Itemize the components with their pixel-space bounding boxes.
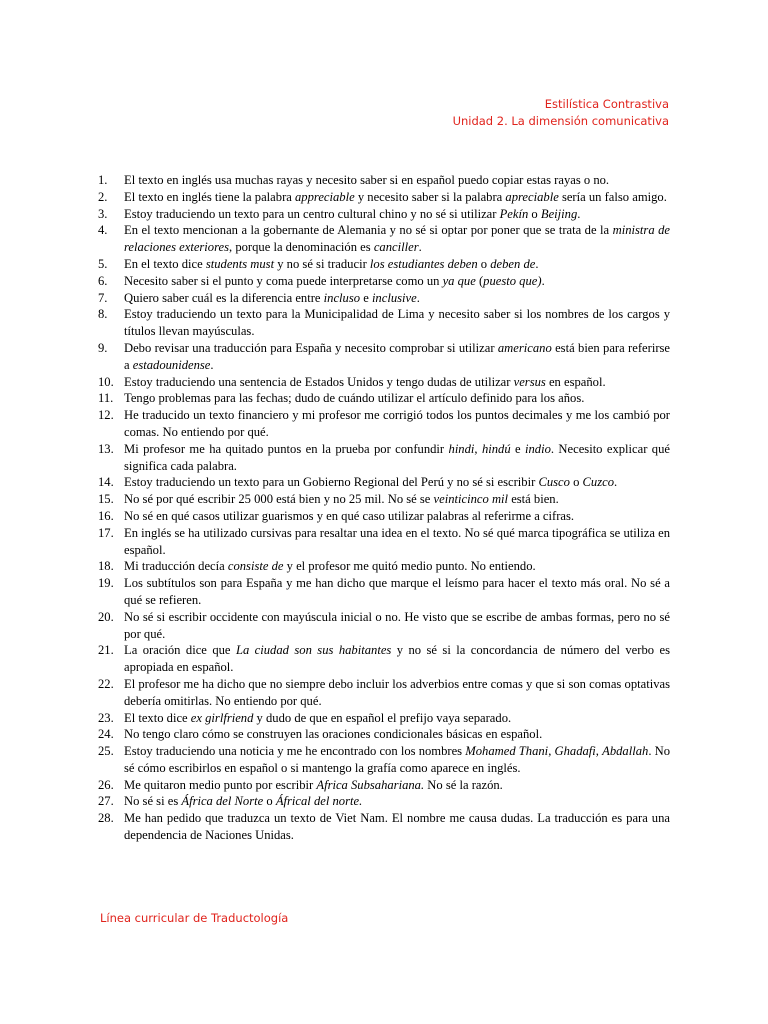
course-title: Estilística Contrastiva (544, 97, 669, 111)
item-text: . (541, 273, 545, 288)
item-text: En el texto dice (124, 256, 206, 271)
page-header (453, 96, 669, 130)
item-number: 14. (98, 475, 114, 490)
italic-term: indio (525, 441, 551, 456)
italic-term: incluso (323, 290, 361, 305)
item-text: y no sé si traducir (274, 256, 370, 271)
item-text: No sé por qué escribir 25 000 está bien y no 25 mil. No sé se (124, 492, 434, 507)
item-text: En el texto mencionan a la gobernante de Alemania y no sé si optar por poner que se trata de la (124, 223, 613, 238)
italic-term: ministra de relaciones exteriores (124, 223, 670, 255)
item-text: e (360, 290, 372, 305)
list-item (98, 172, 670, 189)
item-text: . (416, 290, 420, 305)
item-number: 12. (98, 408, 114, 423)
page-footer: Línea curricular de Traductología (100, 911, 289, 925)
item-text: . (535, 256, 539, 271)
item-text: Debo revisar una traducción para España y necesito comprobar si utilizar (124, 340, 498, 355)
italic-term: consiste de (227, 559, 284, 574)
italic-term: deben de (490, 256, 536, 271)
list-item (98, 474, 670, 491)
item-text: e (510, 441, 525, 456)
italic-term: estadounidense (132, 357, 211, 372)
item-number: 22. (98, 676, 114, 691)
item-text: Quiero saber cuál es la diferencia entre (124, 290, 324, 305)
item-text: y necesito saber si la palabra (354, 189, 506, 204)
item-text: Estoy traduciendo un texto para un Gobierno Regional del Perú y no sé si escribir (124, 475, 539, 490)
item-number: 17. (98, 525, 114, 540)
item-text: , (595, 744, 603, 759)
list-item (98, 306, 670, 340)
list-item (98, 273, 670, 290)
italic-term: ex girlfriend (190, 710, 254, 725)
item-number: 16. (98, 508, 114, 523)
list-item (98, 222, 670, 256)
item-number: 28. (98, 811, 114, 826)
item-number: 2. (98, 189, 108, 204)
italic-term: Pekín (499, 206, 529, 221)
italic-term: África del Norte (181, 794, 264, 809)
item-text: o (569, 475, 583, 490)
item-text: No sé si escribir occidente con mayúscula inicial o no. He visto que se escribe de ambas formas, pero no sé por qué. (124, 609, 670, 641)
list-item (98, 390, 670, 407)
list-item (98, 777, 670, 794)
item-number: 3. (98, 206, 108, 221)
item-text: Tengo problemas para las fechas; dudo de cuándo utilizar el artículo definido para los años. (124, 391, 585, 406)
italic-term: veinticinco mil (433, 492, 509, 507)
item-text: . (210, 357, 214, 372)
item-number: 20. (98, 609, 114, 624)
item-text: El profesor me ha dicho que no siempre debo incluir los adverbios entre comas y que si son comas optativas debería omitirlas. No entiendo por qué. (124, 676, 670, 708)
item-number: 21. (98, 643, 114, 658)
item-number: 10. (98, 374, 114, 389)
item-number: 1. (98, 173, 108, 187)
italic-term: Cuzco (582, 475, 615, 490)
item-text: está bien para referirse a (124, 340, 670, 372)
item-text: . Necesito explicar qué significa cada palabra. (124, 441, 670, 473)
italic-term: students must (205, 256, 275, 271)
question-list (98, 172, 670, 844)
italic-term: hindi (448, 441, 475, 456)
list-item (98, 726, 670, 743)
list-item (98, 575, 670, 609)
item-text: Mi traducción decía (124, 559, 228, 574)
italic-term: canciller (373, 240, 419, 255)
italic-term: americano (497, 340, 552, 355)
italic-term: inclusive (371, 290, 417, 305)
list-item (98, 525, 670, 559)
italic-term: appreciable (295, 189, 355, 204)
item-text: Estoy traduciendo un texto para la Municipalidad de Lima y necesito saber si los nombres de los cargos y títulos llevan mayúsculas. (124, 307, 670, 339)
item-text: Estoy traduciendo una sentencia de Estados Unidos y tengo dudas de utilizar (124, 374, 514, 389)
item-text: ( (475, 273, 484, 288)
item-text: No sé en qué casos utilizar guarismos y en qué caso utilizar palabras al referirme a cifras. (124, 508, 575, 523)
item-text: y no sé si la concordancia de número del verbo es apropiada en español. (124, 643, 670, 675)
item-number: 5. (98, 256, 108, 271)
italic-term: Beijing (540, 206, 578, 221)
item-number: 23. (98, 710, 114, 725)
italic-term: ya que (442, 273, 476, 288)
item-text: En inglés se ha utilizado cursivas para resaltar una idea en el texto. No sé qué marca tipográfica se utiliza en español. (124, 525, 670, 557)
italic-term: Mohamed Thani (465, 744, 549, 759)
item-text: Los subtítulos son para España y me han dicho que marque el leísmo para hacer el texto más oral. No sé a qué se refieren. (124, 576, 670, 607)
list-item (98, 558, 670, 575)
item-number: 18. (98, 559, 114, 574)
list-item (98, 710, 670, 727)
list-item (98, 508, 670, 525)
list-item (98, 793, 670, 810)
italic-term: Africa Subsahariana. (316, 777, 425, 792)
item-number: 13. (98, 441, 114, 456)
item-number: 8. (98, 307, 108, 322)
item-text: Mi profesor me ha quitado puntos en la prueba por confundir (124, 441, 449, 456)
list-item (98, 441, 670, 475)
item-text: en español. (545, 374, 606, 389)
item-number: 25. (98, 744, 114, 759)
italic-term: los estudiantes deben (369, 256, 478, 271)
item-text: o (528, 206, 541, 221)
item-text: , (474, 441, 482, 456)
item-text: No tengo claro cómo se construyen las oraciones condicionales básicas en español. (124, 727, 543, 742)
item-text: y el profesor me quitó medio punto. No entiendo. (283, 559, 536, 574)
list-item (98, 642, 670, 676)
italic-term: versus (513, 374, 546, 389)
list-item (98, 609, 670, 643)
item-text: Me han pedido que traduzca un texto de Viet Nam. El nombre me causa dudas. La traducción es para una dependencia de Naciones Unidas. (124, 811, 670, 843)
item-number: 7. (98, 290, 108, 305)
item-number: 4. (98, 223, 108, 238)
italic-term: Ghadafi (554, 744, 596, 759)
item-text: . No sé cómo escribirlos en español o si mantengo la grafía como aparece en inglés. (124, 744, 671, 775)
italic-term: La ciudad son sus habitantes (235, 643, 392, 658)
item-number: 26. (98, 777, 114, 792)
item-number: 19. (98, 576, 114, 591)
item-text: Estoy traduciendo una noticia y me he encontrado con los nombres (124, 744, 466, 759)
list-item (98, 189, 670, 206)
item-text: Necesito saber si el punto y coma puede interpretarse como un (124, 273, 443, 288)
list-item (98, 810, 670, 844)
item-number: 27. (98, 794, 114, 809)
item-number: 24. (98, 727, 114, 742)
list-item (98, 374, 670, 391)
item-number: 9. (98, 340, 108, 355)
item-text: o (263, 794, 276, 809)
item-text: La oración dice que (124, 643, 236, 658)
list-item (98, 340, 670, 374)
unit-title: Unidad 2. La dimensión comunicativa (452, 114, 669, 128)
item-text: El texto en inglés usa muchas rayas y necesito saber si en español puedo copiar estas rayas o no. (124, 173, 610, 187)
item-number: 15. (98, 492, 114, 507)
item-text: , (548, 744, 555, 759)
item-text: Me quitaron medio punto por escribir (124, 777, 317, 792)
item-text: está bien. (508, 492, 559, 507)
item-number: 11. (98, 391, 114, 406)
item-text: . (614, 475, 618, 490)
italic-term: puesto que) (483, 273, 542, 288)
italic-term: Cusco (538, 475, 570, 490)
item-text: sería un falso amigo. (558, 189, 667, 204)
list-item (98, 676, 670, 710)
list-item (98, 491, 670, 508)
item-text: El texto en inglés tiene la palabra (124, 189, 295, 204)
list-item (98, 743, 670, 777)
italic-term: hindú (481, 441, 511, 456)
italic-term: apreciable (505, 189, 559, 204)
item-text: . (577, 206, 581, 221)
list-item (98, 290, 670, 307)
italic-term: Áfrical del norte. (275, 794, 363, 809)
item-number: 6. (98, 273, 108, 288)
item-text: , porque la denominación es (229, 240, 374, 255)
item-text: y dudo de que en español el prefijo vaya separado. (253, 710, 512, 725)
list-item (98, 256, 670, 273)
italic-term: Abdallah (602, 744, 649, 759)
list-item (98, 206, 670, 223)
item-text: No sé la razón. (424, 777, 503, 792)
list-item (98, 407, 670, 441)
item-text: . (418, 240, 422, 255)
item-text: El texto dice (124, 710, 191, 725)
item-text: No sé si es (124, 794, 182, 809)
item-text: He traducido un texto financiero y mi profesor me corrigió todos los puntos decimales y me los cambió por comas. No entiendo por qué. (124, 408, 670, 439)
item-text: Estoy traduciendo un texto para un centro cultural chino y no sé si utilizar (124, 206, 500, 221)
item-text: o (477, 256, 491, 271)
